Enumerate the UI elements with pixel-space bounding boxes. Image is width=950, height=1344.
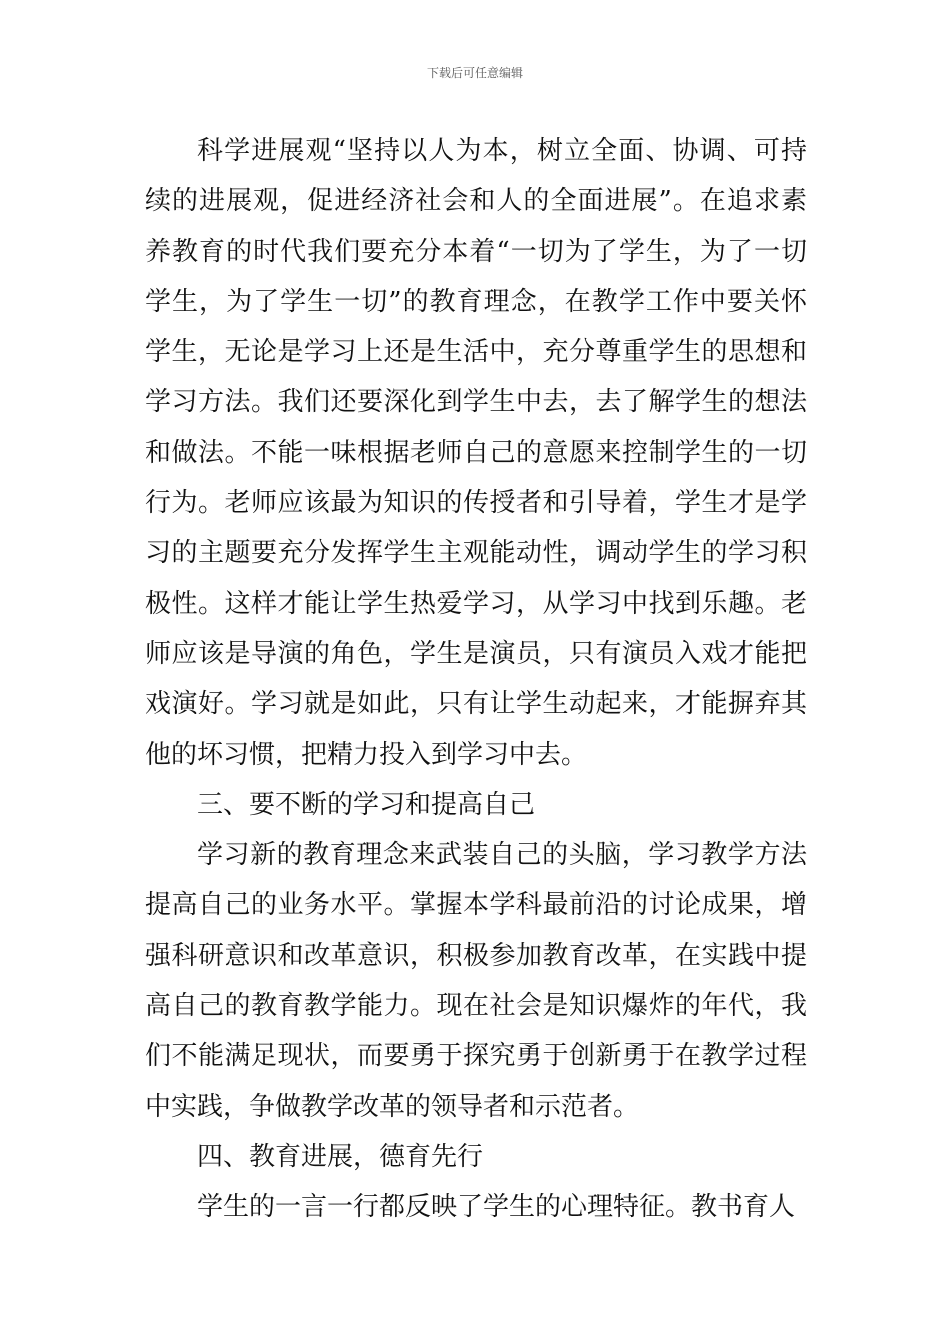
body-paragraph: 学生的一言一行都反映了学生的心理特征。教书育人	[197, 1192, 796, 1223]
section-heading: 四、教育进展，德育先行	[197, 1141, 484, 1172]
document-body	[145, 126, 807, 1233]
body-paragraph: 科学进展观“坚持以人为本，树立全面、协调、可持续的进展观，促进经济社会和人的全面进展”。在追求素养教育的时代我们要充分本着“一切为了学生，为了一切学生，为了学生一切”的教育理念，在教学工作中要关怀学生，无论是学习上还是生活中，充分尊重学生的思想和学习方法。我们还要深化到学生中去，去了解学生的想法和做法。不能一味根据老师自己的意愿来控制学生的一切行为。老师应该最为知识的传授者和引导着，学生才是学习的主题要充分发挥学生主观能动性，调动学生的学习积极性。这样才能让学生热爱学习，从学习中找到乐趣。老师应该是导演的角色，学生是演员，只有演员入戏才能把戏演好。学习就是如此，只有让学生动起来，才能摒弃其他的坏习惯，把精力投入到学习中去。	[145, 136, 807, 770]
body-paragraph: 学习新的教育理念来武装自己的头脑，学习教学方法提高自己的业务水平。掌握本学科最前沿的讨论成果，增强科研意识和改革意识，积极参加教育改革，在实践中提高自己的教育教学能力。现在社会是知识爆炸的年代，我们不能满足现状，而要勇于探究勇于创新勇于在教学过程中实践，争做教学改革的领导者和示范者。	[145, 840, 807, 1122]
page-header: 下载后可任意编辑	[426, 66, 523, 80]
section-heading: 三、要不断的学习和提高自己	[197, 789, 536, 820]
